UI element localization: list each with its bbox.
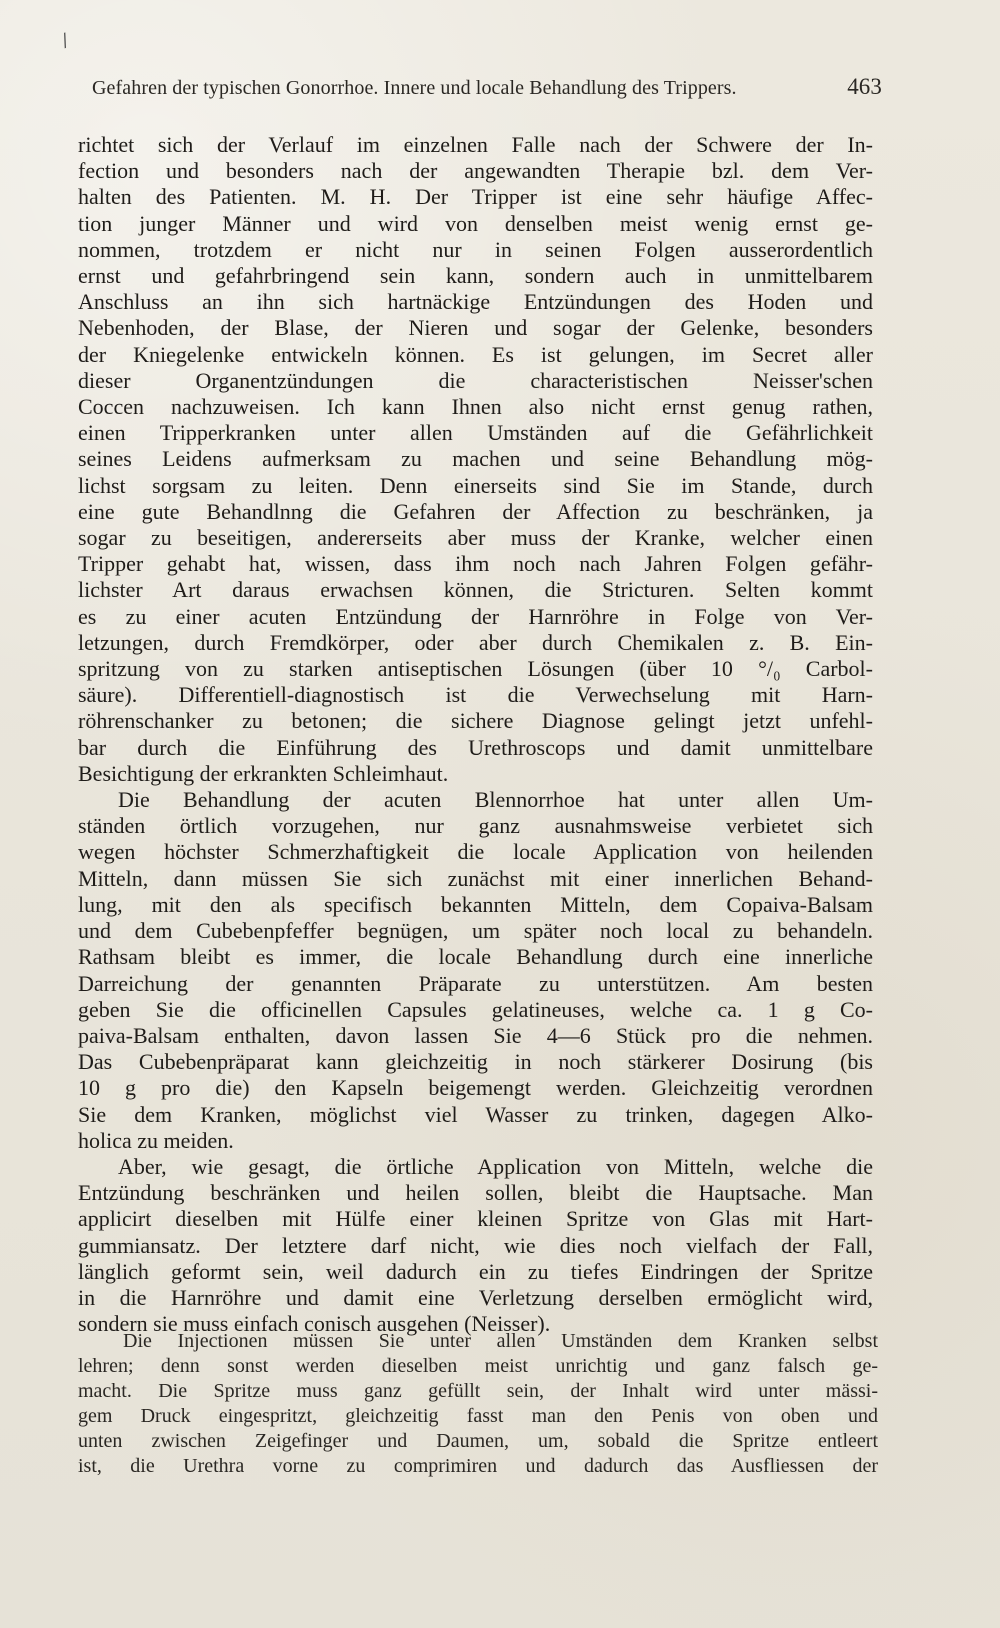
text-line: Anschluss an ihn sich hartnäckige Entzündungen des Hoden und — [78, 289, 873, 315]
text-line: dieser Organentzündungen die characteristischen Neisser'schen — [78, 367, 873, 393]
text-line: Entzündung beschränken und heilen sollen, bleibt die Hauptsache. Man — [78, 1180, 873, 1206]
text-line: Die Behandlung der acuten Blennorrhoe hat unter allen Um- — [118, 787, 873, 813]
text-line: ernst und gefahrbringend sein kann, sondern auch in unmittelbarem — [78, 263, 873, 289]
text-line: länglich geformt sein, weil dadurch ein zu tiefes Eindringen der Spritze — [78, 1258, 873, 1284]
text-line: röhrenschanker zu betonen; die sichere Diagnose gelingt jetzt unfehl- — [78, 708, 873, 734]
small-text-line: macht. Die Spritze muss ganz gefüllt sein, der Inhalt wird unter mässi- — [78, 1380, 878, 1402]
text-line: paiva-Balsam enthalten, davon lassen Sie 4—6 Stück pro die nehmen. — [78, 1022, 873, 1048]
text-line: gummiansatz. Der letztere darf nicht, wie dies noch vielfach der Fall, — [78, 1232, 873, 1258]
text-line: Darreichung der genannten Präparate zu unterstützen. Am besten — [78, 970, 873, 996]
text-line: applicirt dieselben mit Hülfe einer kleinen Spritze von Glas mit Hart- — [78, 1206, 873, 1232]
text-line: Besichtigung der erkrankten Schleimhaut. — [78, 760, 449, 786]
small-text-line: ist, die Urethra vorne zu comprimiren und dadurch das Ausfliessen der — [78, 1455, 878, 1477]
text-line: der Kniegelenke entwickeln können. Es ist gelungen, im Secret aller — [78, 341, 873, 367]
text-line: lichster Art daraus erwachsen können, die Stricturen. Selten kommt — [78, 577, 873, 603]
pencil-mark: / — [58, 29, 72, 52]
text-line: Nebenhoden, der Blase, der Nieren und sogar der Gelenke, besonders — [78, 315, 873, 341]
text-line: es zu einer acuten Entzündung der Harnröhre in Folge von Ver- — [78, 603, 873, 629]
text-line: Aber, wie gesagt, die örtliche Application von Mitteln, welche die — [118, 1153, 873, 1179]
text-line: wegen höchster Schmerzhaftigkeit die locale Application von heilenden — [78, 839, 873, 865]
small-text-line: gem Druck eingespritzt, gleichzeitig fasst man den Penis von oben und — [78, 1405, 878, 1427]
text-line: nommen, trotzdem er nicht nur in seinen Folgen ausserordentlich — [78, 236, 873, 262]
text-line: Rathsam bleibt es immer, die locale Behandlung durch eine innerliche — [78, 944, 873, 970]
text-line: Sie dem Kranken, möglichst viel Wasser zu trinken, dagegen Alko- — [78, 1101, 873, 1127]
text-line: halten des Patienten. M. H. Der Tripper ist eine sehr häufige Affec- — [78, 184, 873, 210]
small-text-line: Die Injectionen müssen Sie unter allen Umständen dem Kranken selbst — [123, 1330, 878, 1352]
text-line: spritzung von zu starken antiseptischen Lösungen (über 10 °/₀ Carbol- — [78, 656, 873, 682]
running-title: Gefahren der typischen Gonorrhoe. Innere und locale Behandlung des Trippers. — [92, 77, 737, 99]
text-line: säure). Differentiell-diagnostisch ist die Verwechselung mit Harn- — [78, 682, 873, 708]
text-line: Mitteln, dann müssen Sie sich zunächst mit einer innerlichen Behand- — [78, 865, 873, 891]
small-print-text — [78, 1329, 878, 1479]
text-line: 10 g pro die) den Kapseln beigemengt werden. Gleichzeitig verordnen — [78, 1075, 873, 1101]
text-line: eine gute Behandlnng die Gefahren der Affection zu beschränken, ja — [78, 498, 873, 524]
small-text-line: lehren; denn sonst werden dieselben meist unrichtig und ganz falsch ge- — [78, 1355, 878, 1377]
text-line: richtet sich der Verlauf im einzelnen Falle nach der Schwere der In- — [78, 132, 873, 157]
main-text — [78, 132, 873, 1337]
text-line: Das Cubebenpräparat kann gleichzeitig in noch stärkerer Dosirung (bis — [78, 1049, 873, 1075]
text-line: in die Harnröhre und damit eine Verletzung derselben ermöglicht wird, — [78, 1284, 873, 1310]
text-line: lung, mit den als specifisch bekannten Mitteln, dem Copaiva-Balsam — [78, 891, 873, 917]
running-header — [92, 74, 882, 104]
text-line: lichst sorgsam zu leiten. Denn einerseits sind Sie im Stande, durch — [78, 472, 873, 498]
text-line: tion junger Männer und wird von denselben meist wenig ernst ge- — [78, 210, 873, 236]
text-line: sogar zu beseitigen, andererseits aber muss der Kranke, welcher einen — [78, 525, 873, 551]
text-line: bar durch die Einführung des Urethroscops und damit unmittelbare — [78, 734, 873, 760]
text-line: ständen örtlich vorzugehen, nur ganz ausnahmsweise verbietet sich — [78, 813, 873, 839]
text-line: seines Leidens aufmerksam zu machen und seine Behandlung mög- — [78, 446, 873, 472]
text-line: und dem Cubebenpfeffer begnügen, um später noch local zu behandeln. — [78, 918, 873, 944]
text-line: geben Sie die officinellen Capsules gelatineuses, welche ca. 1 g Co- — [78, 996, 873, 1022]
text-line: Tripper gehabt hat, wissen, dass ihm noch nach Jahren Folgen gefähr- — [78, 551, 873, 577]
text-line: fection und besonders nach der angewandten Therapie bzl. dem Ver- — [78, 158, 873, 184]
small-text-line: unten zwischen Zeigefinger und Daumen, um, sobald die Spritze entleert — [78, 1430, 878, 1452]
text-line: holica zu meiden. — [78, 1127, 234, 1153]
text-line: sondern sie muss einfach conisch ausgehen (Neisser). — [78, 1311, 551, 1337]
text-line: einen Tripperkranken unter allen Umständen auf die Gefährlichkeit — [78, 420, 873, 446]
text-line: Coccen nachzuweisen. Ich kann Ihnen also nicht ernst genug rathen, — [78, 394, 873, 420]
page-number: 463 — [847, 74, 882, 99]
text-line: letzungen, durch Fremdkörper, oder aber durch Chemikalen z. B. Ein- — [78, 629, 873, 655]
